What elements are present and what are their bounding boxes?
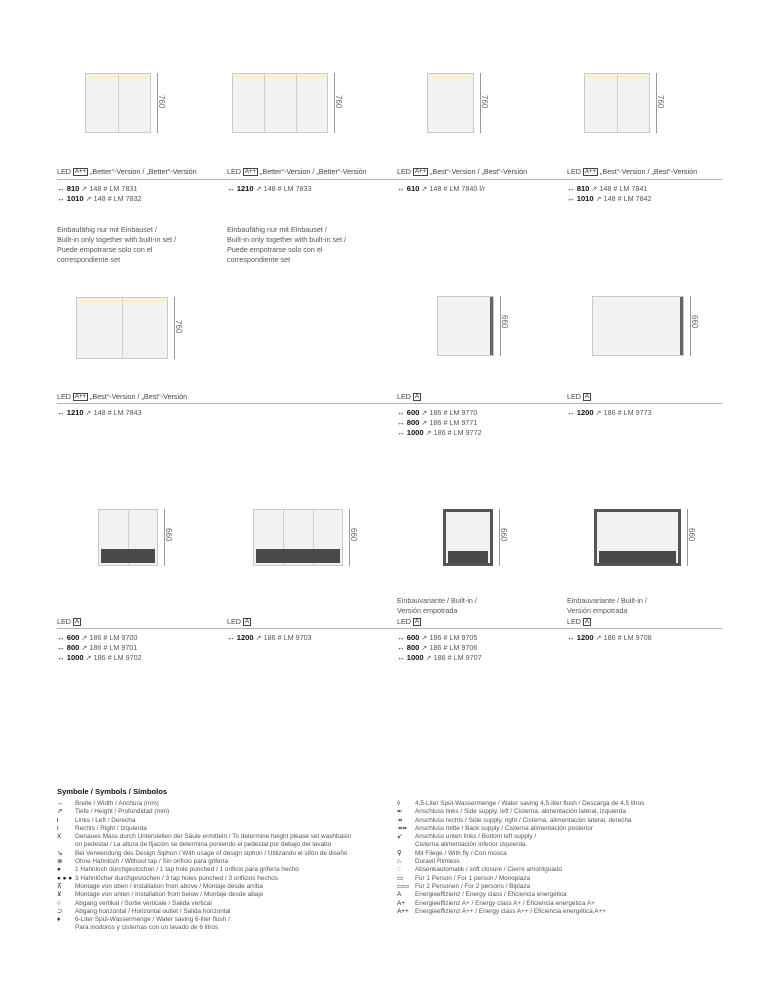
variant-row: ↔ 1000 ↗ 186 # LM 9702	[57, 653, 142, 662]
variant-row: ↔ 1200 ↗ 186 # LM 9708	[567, 633, 652, 642]
built-in-variant-note: Einbauvariante / Built-in / Versión empotrada	[567, 596, 647, 615]
dimension-label: 660	[690, 315, 699, 329]
cabinet-image-lm9770	[437, 296, 494, 356]
legend-item: Cisterna alimentación inferior izquierda.	[415, 841, 528, 849]
energy-badge: A	[584, 394, 589, 400]
legend-item: ↔ Breite / Width / Anchura (mm)	[57, 800, 159, 807]
variant-row: ↔ 800 ↗ 186 # LM 9701	[57, 643, 138, 652]
legend-item: ◊ 4,5-Liter Spül-Wassermenge / Water saving 4,5-liter flush / Descarga de 4,5 litros	[397, 800, 645, 807]
legend-item: X Genaues Mass durch Unterstellen der Säule ermitteln / To determine height please set washbasin	[57, 833, 352, 841]
led-label: LED A++ „Best“-Version / „Best“-Versión	[397, 167, 528, 176]
cabinet-image-lm7831	[85, 73, 151, 133]
legend-item: ● ● ● 3 Hahnlöcher durchgestochen / 3 tap holes punched / 3 orificios hechos	[57, 874, 278, 882]
legend-item: ↠ Anschluss rechts / Side supply, right / Cisterna, alimentación lateral, derecha	[397, 816, 632, 824]
legend-left	[57, 800, 351, 933]
energy-badge: A++	[74, 394, 86, 400]
cabinet-image-lm7840	[427, 73, 474, 133]
built-in-note: Einbaufähig nur mit Einbauset / Built-in only together with built-in set / Puede empotrarse solo con el correspondiente set	[57, 225, 177, 264]
variant-row: ↔ 1010 ↗ 148 # LM 7842	[567, 194, 652, 203]
led-label: LED A	[227, 617, 249, 626]
energy-badge: A++	[414, 169, 426, 175]
variant-row: ↔ 1000 ↗ 186 # LM 9707	[397, 653, 482, 662]
legend-item: ● 1 Hahnloch durchgestochen / 1 tap hole punched / 1 orificio para grifería hecho	[57, 866, 299, 874]
energy-badge: A++	[244, 169, 256, 175]
dimension-label: 660	[349, 528, 358, 542]
variant-row: ↔ 1010 ↗ 148 # LM 7832	[57, 194, 142, 203]
variant-row: ↔ 1200 ↗ 186 # LM 9703	[227, 633, 312, 642]
energy-badge: A	[584, 619, 589, 625]
legend-item: ↙ Anschluss unten links / Bottom left supply /	[397, 833, 537, 841]
variant-row: ↔ 1210 ↗ 148 # LM 7833	[227, 184, 312, 193]
legend-item: ○ Abgang vertikal / Sortie verticale / Salida vertical	[57, 899, 212, 907]
variant-row: ↔ 600 ↗ 186 # LM 9705	[397, 633, 478, 642]
dimension-label: 760	[656, 95, 665, 109]
legend-right	[397, 800, 644, 916]
divider	[57, 628, 722, 629]
legend-item: ↘ Bei Verwendung des Design Siphon / With usage of design siphon / Utilizando el sifón de diseño	[57, 849, 348, 857]
dimension-label: 660	[500, 315, 509, 329]
legend-item: ⌂ Duravit Rimless	[397, 858, 460, 866]
dimension-label: 760	[480, 95, 489, 109]
dimension-label: 760	[157, 95, 166, 109]
legend-item: ⊻ Montage von unten / Installation from below / Montaje desde abajo	[57, 891, 264, 899]
variant-row: ↔ 600 ↗ 186 # LM 9770	[397, 408, 478, 417]
cabinet-image-lm7841	[584, 73, 650, 133]
legend-item: A Energieeffizienz / Energy class / Eficiencia energética	[397, 891, 567, 899]
legend-item: ⊃ Abgang horizontal / Horizontal outlet / Salida horizontal	[57, 907, 231, 915]
cabinet-image-lm7833	[232, 73, 328, 133]
variant-row: ↔ 800 ↗ 186 # LM 9706	[397, 643, 478, 652]
legend-item: ▭ Für 1 Person / For 1 person / Monoplaza	[397, 874, 531, 882]
variant-row: ↔ 810 ↗ 148 # LM 7841	[567, 184, 648, 193]
variant-row: ↔ 1200 ↗ 186 # LM 9773	[567, 408, 652, 417]
variant-row: ↔ 610 ↗ 148 # LM 7840 l/r	[397, 184, 486, 193]
divider	[57, 403, 722, 404]
legend-item: A++ Energieeffizienz A++ / Energy class A++ / Eficiencia energética A++	[397, 907, 607, 915]
dimension-label: 660	[687, 528, 696, 542]
variant-row: ↔ 810 ↗ 148 # LM 7831	[57, 184, 138, 193]
energy-badge: A	[414, 394, 419, 400]
legend-item: ▭▭ Für 2 Personen / For 2 persons / Biplaza	[397, 882, 531, 890]
led-label: LED A	[567, 392, 589, 401]
variant-row: ↔ 600 ↗ 186 # LM 9700	[57, 633, 138, 642]
energy-badge: A	[74, 619, 79, 625]
legend-item: ⊗ Ohne Hahnloch / Without tap / Sin orificio para grifería	[57, 858, 229, 866]
built-in-variant-note: Einbauvariante / Built-in / Versión empotrada	[397, 596, 477, 615]
legend-title: Symbole / Symbols / Símbolos	[57, 787, 168, 796]
led-label: LED A++ „Better“-Version / „Better“-Versión	[57, 167, 197, 176]
legend-item: ↞ Anschluss links / Side supply, left / Cisterna, alimentación lateral, izquierda	[397, 808, 626, 816]
energy-badge: A	[414, 619, 419, 625]
dimension-label: 760	[334, 95, 343, 109]
dimension-label: 760	[174, 320, 183, 334]
cabinet-image-lm7843	[76, 297, 168, 359]
legend-item: Para inodoros y cisternas con un lavado de 6 litros	[75, 924, 219, 932]
legend-item: r Rechts / Right / Izquierda	[57, 824, 147, 832]
cabinet-image-lm9708	[594, 509, 681, 566]
led-label: LED A	[397, 617, 419, 626]
led-label: LED A	[397, 392, 419, 401]
led-label: LED A++ „Best“-Version / „Best“-Versión	[567, 167, 698, 176]
dimension-label: 660	[499, 528, 508, 542]
energy-badge: A	[244, 619, 249, 625]
energy-badge: A++	[584, 169, 596, 175]
legend-item: on pedestal / La altura de fijación se determina poniendo el pedestal por debajo del lavabo	[75, 841, 332, 849]
legend-item: ↠↞ Anschluss mitte / Back supply / Cisterna alimentación posterior	[397, 824, 593, 832]
built-in-note: Einbaufähig nur mit Einbauset / Built-in only together with built-in set / Puede empotrarse solo con el correspondiente set	[227, 225, 347, 264]
divider	[57, 179, 722, 180]
legend-item: ⊼ Montage von oben / Installation from above / Montaje desde arriba	[57, 882, 263, 890]
variant-row: ↔ 1210 ↗ 148 # LM 7843	[57, 408, 142, 417]
energy-badge: A++	[74, 169, 86, 175]
legend-item: ↗ Tiefe / Height / Profundidad (mm)	[57, 808, 170, 816]
legend-item: ◌ Absenkautomatik / soft closure / Cierre amortiguado	[397, 866, 563, 874]
cabinet-image-lm9703	[253, 509, 343, 566]
legend-item: l Links / Left / Derecha	[57, 816, 136, 824]
cabinet-image-lm9773	[592, 296, 684, 356]
cabinet-image-lm9700	[98, 509, 158, 566]
led-label: LED A	[57, 617, 79, 626]
variant-row: ↔ 800 ↗ 186 # LM 9771	[397, 418, 478, 427]
led-label: LED A++ „Best“-Version / „Best“-Versión	[57, 392, 188, 401]
legend-item: A+ Energieeffizienz A+ / Energy class A+ / Eficiencia energética A+	[397, 899, 595, 907]
legend-item: ♦ 6-Liter Spül-Wassermenge / Water saving 6-liter flush /	[57, 916, 230, 924]
legend-item: ⚲ Mit Fliege / With fly / Con mosca	[397, 849, 507, 857]
cabinet-image-lm9705	[443, 509, 493, 566]
led-label: LED A++ „Better“-Version / „Better“-Versión	[227, 167, 367, 176]
variant-row: ↔ 1000 ↗ 186 # LM 9772	[397, 428, 482, 437]
led-label: LED A	[567, 617, 589, 626]
dimension-label: 660	[164, 528, 173, 542]
